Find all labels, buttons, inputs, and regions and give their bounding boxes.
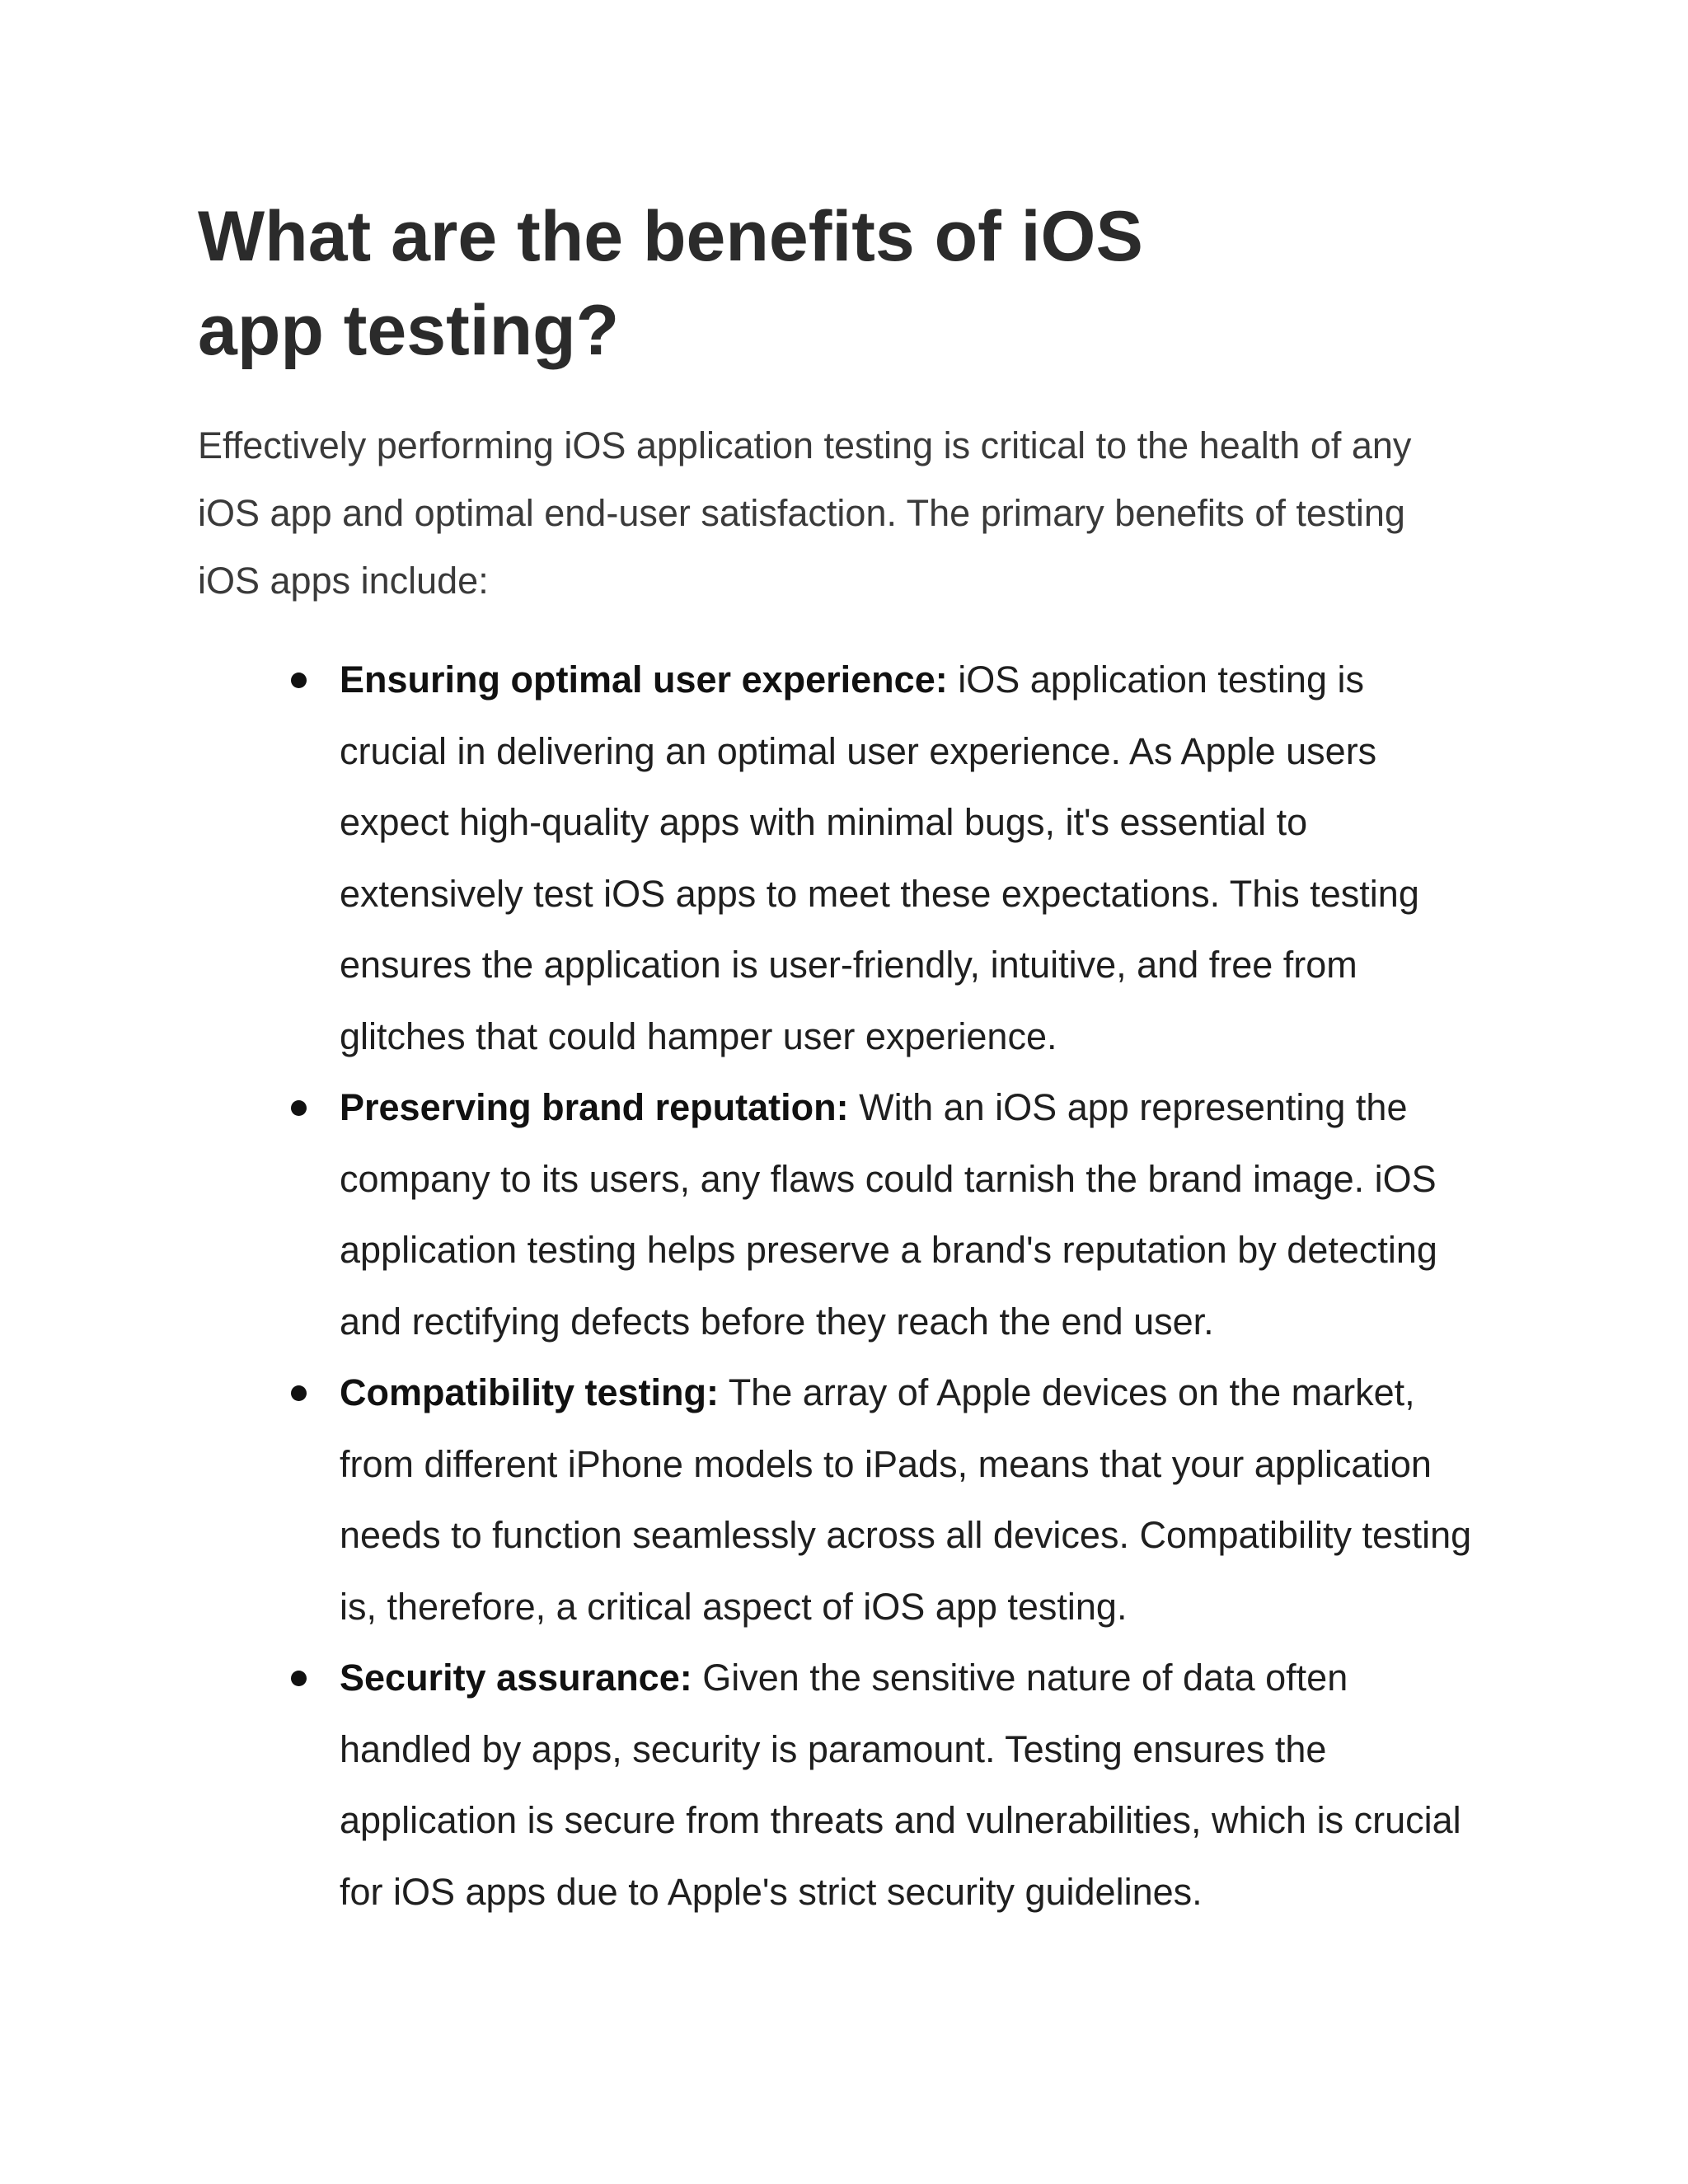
benefit-term: Preserving brand reputation: bbox=[340, 1086, 849, 1128]
bullet-icon bbox=[291, 1671, 307, 1686]
benefit-description: iOS application testing is crucial in delivering an optimal user experience. As Apple users expect high-quality apps with minimal bugs, it's essential to extensively test iOS apps to meet these expectations. This testing ensures the application is user-friendly, intuitive, and free from glitches that could hamper user experience. bbox=[340, 658, 1419, 1057]
benefits-list bbox=[198, 644, 1475, 1928]
list-item bbox=[198, 1643, 1475, 1928]
benefit-term: Ensuring optimal user experience: bbox=[340, 658, 948, 701]
benefit-description: With an iOS app representing the company to its users, any flaws could tarnish the brand image. iOS application testing helps preserve a brand's reputation by detecting and rectifying defects before they reach the end user. bbox=[340, 1086, 1437, 1343]
list-item bbox=[198, 644, 1475, 1072]
benefit-term: Security assurance: bbox=[340, 1657, 692, 1699]
list-item bbox=[198, 1357, 1475, 1643]
list-item bbox=[198, 1072, 1475, 1357]
intro-paragraph: Effectively performing iOS application testing is critical to the health of any iOS app and optimal end-user satisfaction. The primary benefits of testing iOS apps include: bbox=[198, 424, 1412, 602]
benefit-term: Compatibility testing: bbox=[340, 1371, 719, 1413]
bullet-icon bbox=[291, 1385, 307, 1401]
benefit-description: The array of Apple devices on the market, from different iPhone models to iPads, means that your application needs to function seamlessly across all devices. Compatibility testing is, therefore, a critical aspect of iOS app testing. bbox=[340, 1371, 1472, 1628]
page-title: What are the benefits of iOS app testing? bbox=[198, 197, 1143, 370]
bullet-icon bbox=[291, 1100, 307, 1116]
bullet-icon bbox=[291, 673, 307, 688]
benefit-description: Given the sensitive nature of data often handled by apps, security is paramount. Testing ensures the application is secure from threats and vulnerabilities, which is crucial for iOS apps due to Apple's strict security guidelines. bbox=[340, 1657, 1461, 1913]
